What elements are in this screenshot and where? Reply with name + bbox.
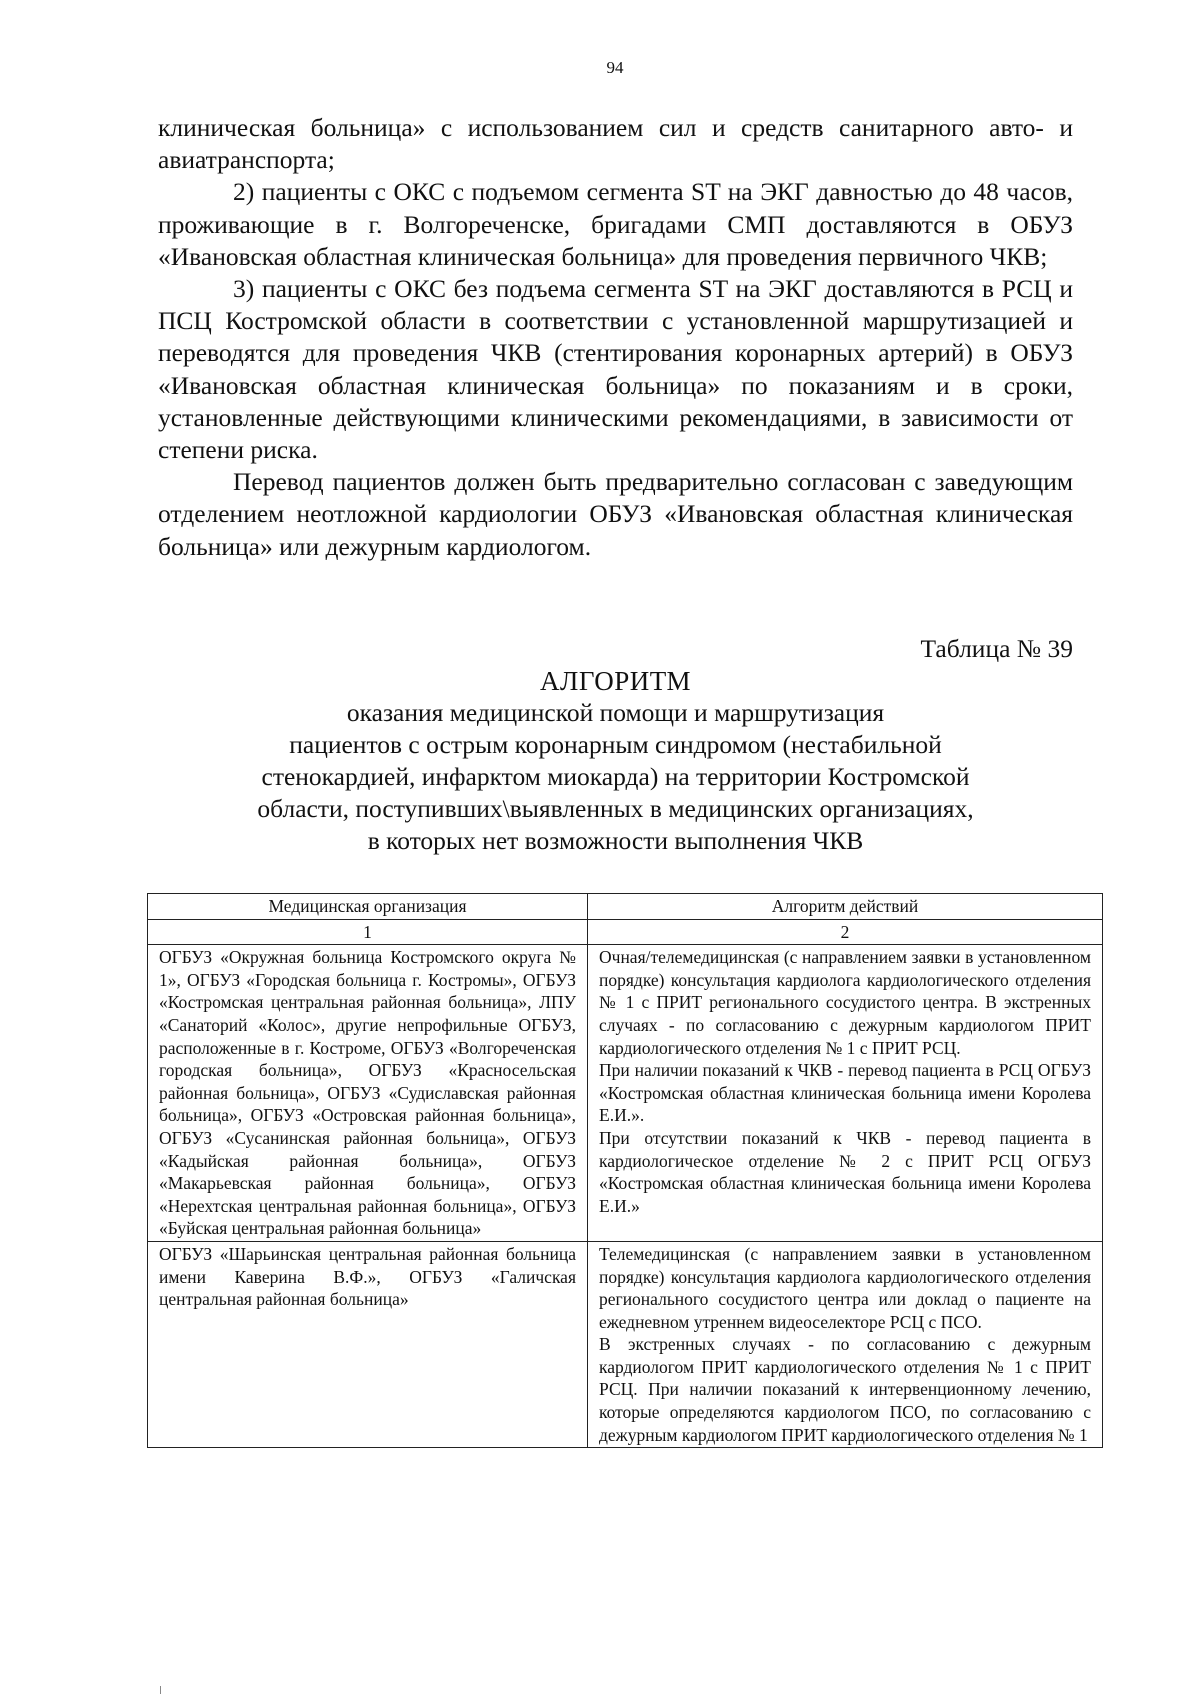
page-number: 94 <box>606 58 624 77</box>
column-number-row <box>148 919 1103 945</box>
actions-cell <box>588 945 1103 1242</box>
organization-cell: ОГБУЗ «Окружная больница Костромского округа № 1», ОГБУЗ «Городская больница г. Костромы», ОГБУЗ «Костромская центральная районная больница», ЛПУ «Санаторий «Колос», другие непрофильные ОГБУЗ, расположенные в г. Костроме, ОГБУЗ «Волгореченская городская больница», ОГБУЗ «Красносельская районная больница», ОГБУЗ «Судиславская районная больница», ОГБУЗ «Островская районная больница», ОГБУЗ «Сусанинская районная больница», ОГБУЗ «Кадыйская районная больница», ОГБУЗ «Макарьевская районная больница», ОГБУЗ «Нерехтская центральная районная больница», ОГБУЗ «Буйская центральная районная больница» <box>148 945 588 1242</box>
table-row <box>148 945 1103 1242</box>
table-header-row <box>148 894 1103 920</box>
organization-cell: ОГБУЗ «Шарьинская центральная районная больница имени Каверина В.Ф.», ОГБУЗ «Галичская центральная районная больница» <box>148 1241 588 1447</box>
body-text <box>158 112 1073 563</box>
heading-line: стенокардией, инфарктом миокарда) на территории Костромской <box>261 762 970 791</box>
heading-line: пациентов с острым коронарным синдромом (нестабильной <box>289 730 942 759</box>
header-actions: Алгоритм действий <box>588 894 1103 920</box>
paragraph: Перевод пациентов должен быть предварительно согласован с заведующим отделением неотложной кардиологии ОБУЗ «Ивановская областная клиническая больница» или дежурным кардиологом. <box>158 467 1073 561</box>
paragraph: клиническая больница» с использованием сил и средств санитарного авто- и авиатранспорта; <box>158 113 1073 175</box>
column-number: 2 <box>588 919 1103 945</box>
table-heading <box>158 665 1073 857</box>
paragraph: 2) пациенты с ОКС с подъемом сегмента ST на ЭКГ давностью до 48 часов, проживающие в г. Волгореченске, бригадами СМП доставляются в ОБУЗ «Ивановская областная клиническая больница» для проведения первичного ЧКВ; <box>158 177 1073 271</box>
page-edge-mark <box>160 1686 161 1694</box>
table-number: Таблица № 39 <box>920 634 1073 663</box>
actions-cell <box>588 1241 1103 1447</box>
heading-line: в которых нет возможности выполнения ЧКВ <box>367 826 864 855</box>
action-paragraph: При отсутствии показаний к ЧКВ - перевод пациента в кардиологическое отделение № 2 с ПРИТ РСЦ ОГБУЗ «Костромская областная клиническая больница имени Королева Е.И.» <box>599 1127 1091 1216</box>
heading-line: области, поступивших\выявленных в медицинских организациях, <box>257 794 974 823</box>
heading-title: АЛГОРИТМ <box>540 666 691 696</box>
paragraph: 3) пациенты с ОКС без подъема сегмента ST на ЭКГ доставляются в РСЦ и ПСЦ Костромской области в соответствии с установленной маршрутизацией и переводятся для проведения ЧКВ (стентирования коронарных артерий) в ОБУЗ «Ивановская областная клиническая больница» по показаниям и в сроки, установленные действующими клиническими рекомендациями, в зависимости от степени риска. <box>158 274 1073 465</box>
action-paragraph: Телемедицинская (с направлением заявки в установленном порядке) консультация кардиолога кардиологического отделения регионального сосудистого центра или доклад о пациенте на ежедневном утреннем видеоселекторе РСЦ с ПСО. <box>599 1243 1091 1332</box>
header-organization: Медицинская организация <box>148 894 588 920</box>
algorithm-table <box>147 893 1103 1448</box>
action-paragraph: Очная/телемедицинская (с направлением заявки в установленном порядке) консультация кардиолога кардиологического отделения № 1 с ПРИТ регионального сосудистого центра. В экстренных случаях - по согласованию с дежурным кардиологом ПРИТ кардиологического отделения № 1 с ПРИТ РСЦ. <box>599 947 1091 1058</box>
action-paragraph: В экстренных случаях - по согласованию с дежурным кардиологом ПРИТ кардиологического отделения № 1 с ПРИТ РСЦ. При наличии показаний к интервенционному лечению, которые определяются кардиологом ПСО, по согласованию с дежурным кардиологом ПРИТ кардиологического отделения № 1 <box>599 1334 1091 1445</box>
table-row <box>148 1241 1103 1447</box>
action-paragraph: При наличии показаний к ЧКВ - перевод пациента в РСЦ ОГБУЗ «Костромская областная клиническая больница имени Королева Е.И.». <box>599 1060 1091 1126</box>
heading-line: оказания медицинской помощи и маршрутизация <box>346 698 885 727</box>
column-number: 1 <box>148 919 588 945</box>
